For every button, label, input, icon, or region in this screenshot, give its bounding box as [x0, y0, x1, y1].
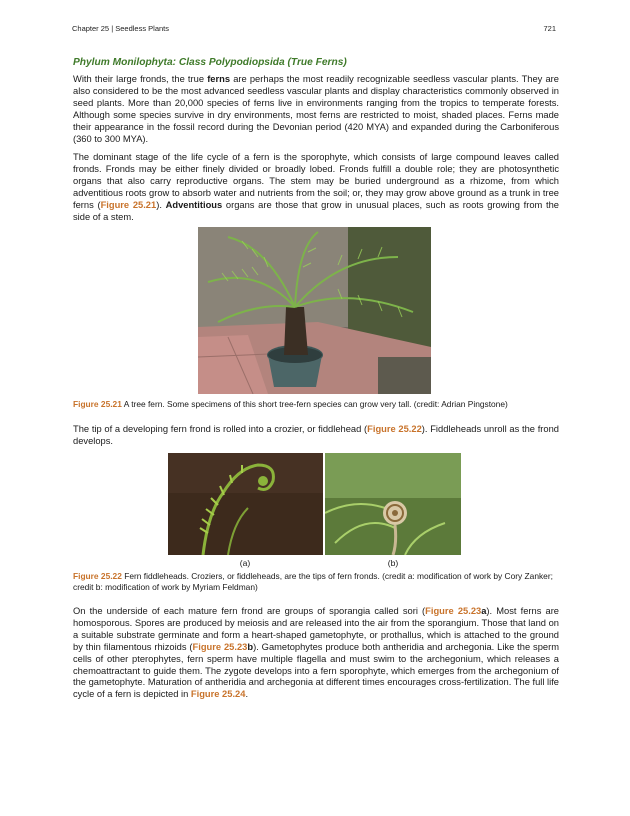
fiddlehead-a-illustration — [168, 453, 323, 555]
figure-link-25-24[interactable]: Figure 25.24 — [190, 689, 246, 700]
figure-25-22-caption — [73, 571, 559, 592]
figure-label: Figure 25.22 — [73, 571, 122, 581]
paragraph-ferns-intro — [73, 74, 559, 145]
text-run: ). Gametophytes produce both antheridia and archegonia. Like the sperm cells of other pterophytes, fern sperm have multiple flagella and must swim to the archegonium, which releases a chemoattractant to guide them. The zygote develops into a fern sporophyte, which emerges from the archegonium of the gametophyte. Maturation of antheridia and archegonia at different times encourages cross-fertilization. The full life cycle of a fern is depicted in — [73, 641, 559, 700]
text-run: ). — [156, 199, 166, 210]
text-run: ). Most ferns are homosporous. Spores are produced by meiosis and are released into the air from the sporangium. Those that land on a suitable substrate germinate and form a heart-shaped gametophyte, or prothallus, which is attached to the ground by thin filamentous rhizoids ( — [73, 606, 560, 652]
text-run: The tip of a developing fern frond is rolled into a crozier, or fiddlehead ( — [73, 424, 368, 434]
fiddlehead-photo-b — [325, 453, 461, 555]
tree-fern-photo — [198, 227, 431, 394]
figure-label: Figure 25.21 — [73, 399, 122, 409]
fiddlehead-photo-a — [168, 453, 323, 555]
chapter-title: Chapter 25 | Seedless Plants — [72, 24, 170, 33]
running-header — [72, 24, 556, 33]
figure-link-25-23b[interactable]: Figure 25.23 — [192, 641, 248, 652]
caption-text: Fern fiddleheads. Croziers, or fiddleheads, are the tips of fern fronds. (credit a: modification of work by Cory Zanker; credit b: modification of work by Myriam Feldman) — [73, 571, 553, 592]
paragraph-sori — [73, 606, 559, 701]
key-term-adventitious: Adventitious — [165, 199, 223, 210]
figure-link-25-22[interactable]: Figure 25.22 — [367, 424, 422, 434]
subfigure-label-a: (a) — [239, 558, 251, 568]
text-run: are perhaps the most readily recognizable seedless vascular plants. They are also considered to be the most advanced seedless vascular plants and display characteristics commonly observed in seed plants. More than 20,000 species of ferns live in environments ranging from the tropics to temperate forests. Although some species survive in dry environments, most ferns are restricted to moist, shaded places. Ferns made their appearance in the fossil record during the Devonian period (420 MYA) and expanded during the Carboniferous (360 to 300 MYA). — [73, 74, 559, 144]
figure-subpart-a: a — [481, 606, 487, 616]
section-heading: Phylum Monilophyta: Class Polypodiopsida (True Ferns) — [73, 57, 347, 68]
tree-fern-illustration — [198, 227, 431, 394]
fiddlehead-b-illustration — [325, 453, 461, 555]
key-term-ferns: ferns — [207, 74, 231, 84]
figure-link-25-23a[interactable]: Figure 25.23 — [425, 606, 482, 616]
text-run: . — [245, 689, 249, 700]
figure-25-21-caption — [73, 399, 559, 410]
text-run: ). Fiddleheads unroll as the frond develops. — [73, 424, 560, 446]
text-run: With their large fronds, the true — [73, 74, 208, 84]
subfigure-label-b: (b) — [387, 558, 399, 568]
paragraph-fiddlehead — [73, 424, 559, 448]
text-run: organs are those that grow in unusual places, such as roots growing from the side of a stem. — [73, 199, 559, 222]
text-run: On the underside of each mature fern frond are groups of sporangia called sori ( — [73, 606, 426, 616]
caption-text: A tree fern. Some specimens of this short tree-fern species can grow very tall. (credit: Adrian Pingstone) — [121, 399, 508, 409]
figure-subpart-b: b — [247, 641, 254, 652]
text-run: The dominant stage of the life cycle of a fern is the sporophyte, which consists of large compound leaves called fronds. Fronds may be either finely divided or broadly lobed. Fronds fulfill a double role; they are photosynthetic organs that also carry reproductive organs. The stem may be buried underground as a rhizome, from which adventitious roots grow to absorb water and nutrients from the soil; or, they may grow above ground as a trunk in tree ferns ( — [73, 152, 559, 210]
figure-link-25-21[interactable]: Figure 25.21 — [100, 199, 157, 210]
page-number: 721 — [543, 24, 556, 33]
paragraph-sporophyte — [73, 152, 559, 223]
